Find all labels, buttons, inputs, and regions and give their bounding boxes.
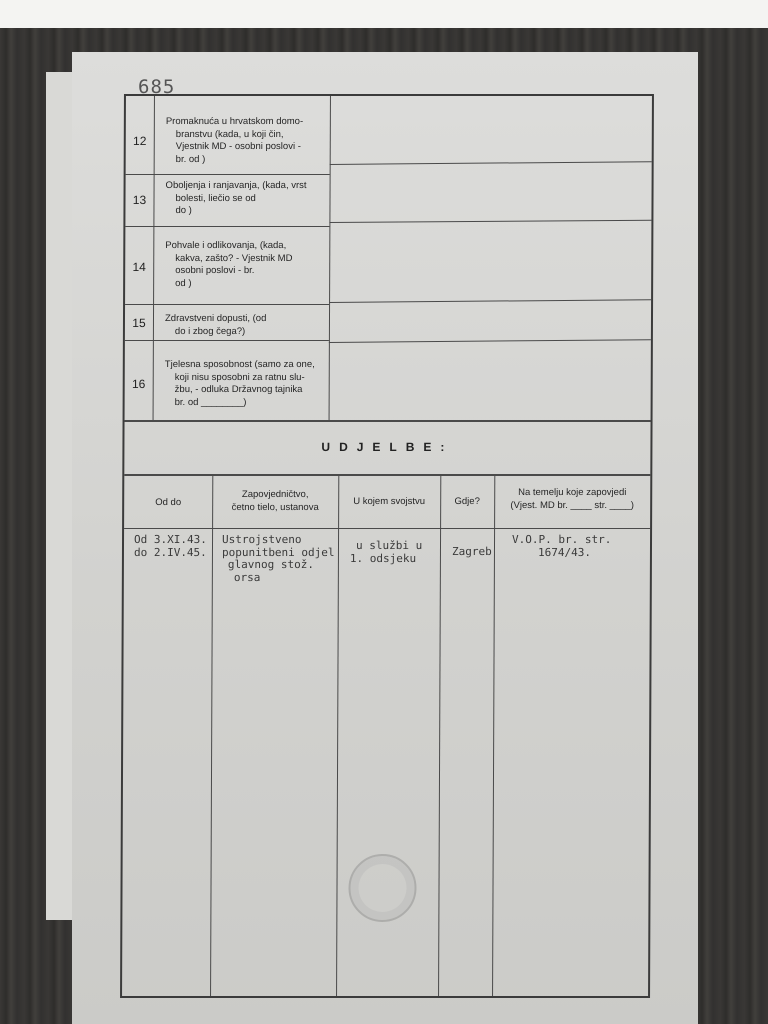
row-number-14: 14 — [132, 260, 146, 274]
divider — [330, 161, 652, 165]
column-header-gdje: Gdje? — [454, 496, 480, 507]
faded-stamp — [348, 854, 416, 922]
row-label-16: Tjelesna sposobnost (samo za one, koji nisu sposobni za ratnu slu- žbu, - odluka Državnog tajnika br. od ________) — [164, 359, 315, 408]
divider — [125, 226, 329, 227]
column-header-zapovjednictvo: Zapovjedničtvo, četno tielo, ustanova — [231, 489, 319, 513]
entry-zapovjed: V.O.P. br. str. 1674/43. — [512, 533, 612, 559]
column-divider — [336, 474, 339, 996]
entry-gdje: Zagreb — [451, 545, 492, 558]
divider — [329, 299, 651, 303]
row-label-13: Oboljenja i ranjavanja, (kada, vrst bolesti, liečio se od do ) — [165, 180, 307, 216]
column-divider — [210, 474, 213, 996]
row-number-12: 12 — [133, 134, 147, 148]
entry-svojstvo: u službi u 1. odsjeku — [349, 539, 423, 565]
section-title: UDJELBE: — [321, 440, 454, 454]
column-header-od-do: Od do — [155, 497, 182, 508]
row-number-13: 13 — [132, 193, 147, 207]
row-label-12: Promaknuća u hrvatskom domo- branstvu (kada, u koji čin, Vjestnik MD - osobni poslovi - br. od ) — [165, 116, 304, 165]
row-number-16: 16 — [131, 377, 146, 391]
divider — [329, 339, 651, 343]
row-label-15: Zdravstveni dopusti, (od do i zbog čega?) — [164, 313, 267, 337]
column-divider — [438, 474, 441, 996]
divider — [126, 174, 330, 175]
divider — [125, 304, 329, 305]
column-header-zapovjed: Na temelju koje zapovjedi (Vjest. MD br. ____ str. ____) — [510, 487, 634, 511]
entry-od-do: Od 3.XI.43. do 2.IV.45. — [133, 533, 207, 559]
section-divider — [124, 474, 650, 476]
page-number: 685 — [138, 76, 176, 98]
form-table — [120, 94, 654, 998]
divider — [329, 96, 331, 420]
divider — [124, 528, 650, 529]
row-number-15: 15 — [132, 316, 146, 330]
column-header-svojstvo: U kojem svojstvu — [353, 496, 426, 507]
column-divider — [492, 474, 495, 996]
divider — [329, 220, 651, 223]
row-label-14: Pohvale i odlikovanja, (kada, kakva, zašto? - Vjestnik MD osobni poslovi - br. od ) — [165, 240, 293, 289]
section-divider — [125, 420, 651, 422]
divider — [125, 340, 329, 341]
entry-zapovjednictvo: Ustrojstveno popunitbeni odjel glavnog stož. orsa — [221, 533, 335, 584]
